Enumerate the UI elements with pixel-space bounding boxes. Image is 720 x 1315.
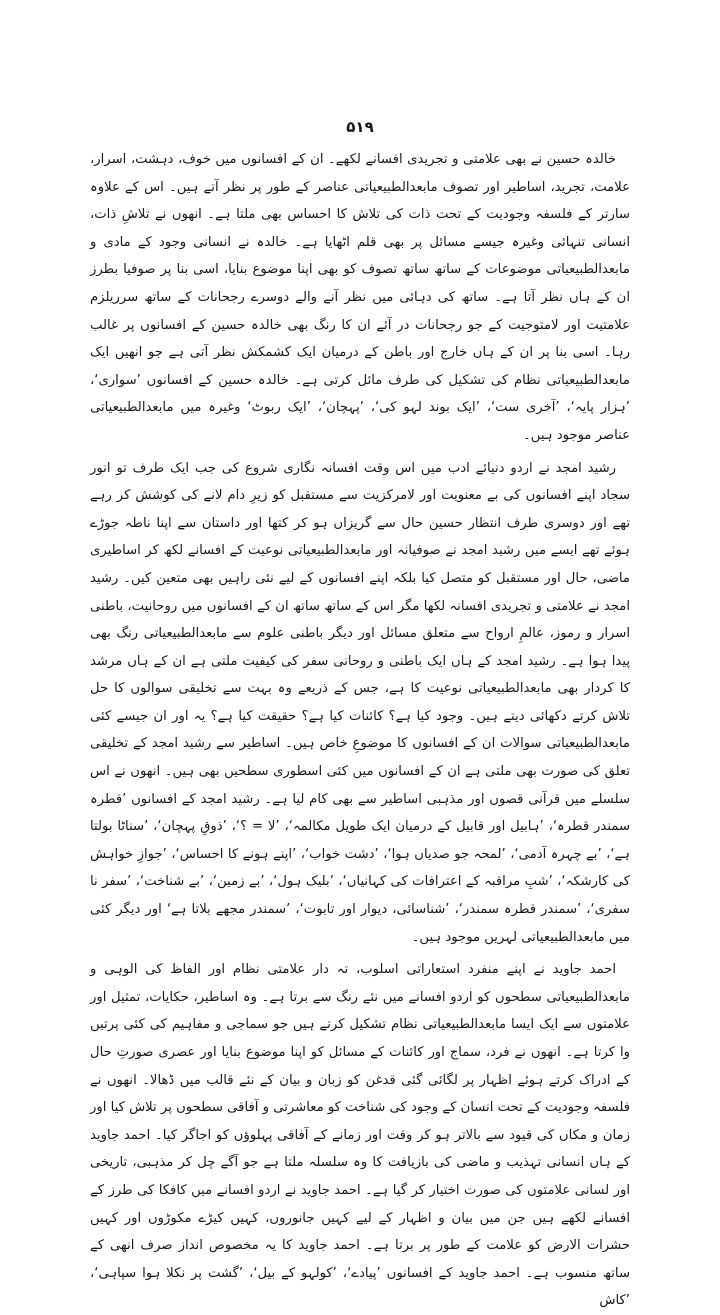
paragraph-khalida-hussain: خالدہ حسین نے بھی علامتی و تجریدی افسانے لکھے۔ ان کے افسانوں میں خوف، دہشت، اسرار، علامت، تجرید، اساطیر اور تصوف مابعدالطبیعیاتی عناصر کے طور پر نظر آتے ہیں۔ اس کے علاوہ سارتر کے فلسفہ وجودیت کے تحت ذات کی تلاش کا احساس بھی ملتا ہے۔ انھوں نے تلاشِ ذات، انسانی تنہائی وغیرہ جیسے مسائل پر بھی قلم اٹھایا ہے۔ خالدہ نے انسانی وجود کے مادی و مابعدالطبیعیاتی موضوعات کے ساتھ ساتھ تصوف کو بھی اپنا موضوع بنایا، اسی بنا پر صوفیا بطرز ان کے ہاں نظر آتا ہے۔ ساتھ کی دہائی میں نظر آنے والے دوسرے رجحانات کے ساتھ سرریلزم علامتیت اور لامتوجیت کے جو رجحانات در آئے ان کا رنگ بھی خالدہ حسین کے افسانوں پر غالب رہا۔ اسی بنا پر ان کے ہاں خارج اور باطن کے درمیان ایک کشمکش نظر آتی ہے جو انھیں ایک مابعدالطبیعیاتی نظام کی تشکیل کی طرف مائل کرتی ہے۔ خالدہ حسین کے افسانوں ’سواری‘، ’ہزار پایہ‘، ’آخری ست‘، ’ایک بوند لہو کی‘، ’پہچان‘، ’ایک ربوٹ‘ وغیرہ میں مابعدالطبیعیاتی عناصر موجود ہیں۔ [90,152,630,443]
paragraph-rasheed-amjad: رشید امجد نے اردو دنیائے ادب میں اس وقت افسانہ نگاری شروع کی جب ایک طرف تو انور سجاد اپنے افسانوں کی بے معنویت اور لامرکزیت سے مستقبل کو زیرِ دام لانے کی کوشش کر رہے تھے اور دوسری طرف انتظار حسین حال سے گریزاں ہو کر کتھا اور داستان سے اپنا ناطہ جوڑے ہوئے تھے ایسے میں رشید امجد نے صوفیانہ اور مابعدالطبیعیاتی نوعیت کے افسانے لکھ کر اساطیری ماضی، حال اور مستقبل کو متصل کیا بلکہ اپنے افسانوں کے لیے نئی راہیں بھی متعین کیں۔ رشید امجد نے علامتی و تجریدی افسانہ لکھا مگر اس کے ساتھ ساتھ ان کے افسانوں میں روحانیت، باطنی اسرار و رموز، عالمِ ارواح سے متعلق مسائل اور دیگر باطنی علوم سے مابعدالطبیعیاتی رنگ بھی پیدا ہوا ہے۔ رشید امجد کے ہاں ایک باطنی و روحانی سفر کی کیفیت ملتی ہے ان کے ہاں مرشد کا کردار بھی مابعدالطبیعیاتی نوعیت کا ہے، جس کے ذریعے وہ بہت سے تخلیقی سوالوں کا حل تلاش کرتے دکھائی دیتے ہیں۔ وجود کیا ہے؟ کائنات کیا ہے؟ حقیقت کیا ہے؟ یہ اور ان جیسے کئی مابعدالطبیعیاتی سوالات ان کے افسانوں کا موضوعِ خاص ہیں۔ اساطیر سے رشید امجد کے تخلیقی تعلق کی صورت بھی ملتی ہے ان کے افسانوں میں کئی اسطوری سطحیں بھی ہیں۔ انھوں نے اس سلسلے میں قرآنی قصوں اور مذہبی اساطیر سے بھی کام لیا ہے۔ رشید امجد کے افسانوں ’قطرہ سمندر قطرہ‘، ’ہابیل اور قابیل کے درمیان ایک طویل مکالمہ‘، ’لا = ؟‘، ’ذوقِ پہچان‘، ’سناٹا بولتا ہے‘، ’بے چہرہ آدمی‘، ’لمحہ جو صدیاں ہوا‘، ’دشت خواب‘، ’اپنے ہونے کا احساس‘، ’جوازِ خواہش کی کارشکہ‘، ’شبِ مراقبہ کے اعترافات کی کہانیاں‘، ’بلیک ہول‘، ’بے زمین‘، ’بے شناخت‘، ’سفر نا سفری‘، ’سمندر قطرہ سمندر‘، ’شناسائی، دیوار اور تابوت‘، ’سمندر مجھے بلاتا ہے‘ اور دیگر کئی میں مابعدالطبیعیاتی لہریں موجود ہیں۔ [90,460,630,945]
page-number: ۵۱۹ [346,118,374,136]
body-text [90,146,630,1315]
paragraph-ahmad-javed: احمد جاوید نے اپنے منفرد استعاراتی اسلوب، تہ دار علامتی نظام اور الفاظ کی الوہی و مابعدالطبیعیاتی سطحوں کو اردو افسانے میں نئے رنگ سے برتا ہے۔ وہ اساطیر، حکایات، تمثیل اور علامتوں سے ایک ایسا مابعدالطبیعیاتی نظام تشکیل کرتے ہیں جو سماجی و مفاہیم کی کئی پرتیں وا کرتا ہے۔ انھوں نے فرد، سماج اور کائنات کے مسائل کو اپنا موضوع بنایا اور عصری صورتِ حال کے ادراک کرتے ہوئے اظہار پر لگائی گئی قدغن کو زبان و بیان کے نئے قالب میں ڈھالا۔ انھوں نے فلسفہ وجودیت کے تحت انسان کے وجود کی شناخت کو معاشرتی و آفاقی سطحوں پر تلاش کیا اور زمان و مکاں کی قیود سے بالاتر ہو کر وقت اور زمانے کے آفاقی پہلوؤں کو اجاگر کیا۔ احمد جاوید کے ہاں انسانی تہذیب و ماضی کی بازیافت کا وہ سلسلہ ملتا ہے جو آگے چل کر مذہبی، تاریخی اور لسانی علامتوں کی صورت اختیار کر گیا ہے۔ احمد جاوید نے اردو افسانے میں کافکا کی طرز کے افسانے لکھے ہیں جن میں بیان و اظہار کے لیے کہیں جانوروں، کہیں کیڑے مکوڑوں اور کہیں حشرات الارض کو علامت کے طور پر برتا ہے۔ احمد جاوید کا یہ مخصوص انداز صرف انھی کے ساتھ منسوب ہے۔ احمد جاوید کے افسانوں ’پیادے‘، ’کولہو کے بیل‘، ’گشت پر نکلا ہوا سپاہی‘، ’کاش [90,962,630,1309]
